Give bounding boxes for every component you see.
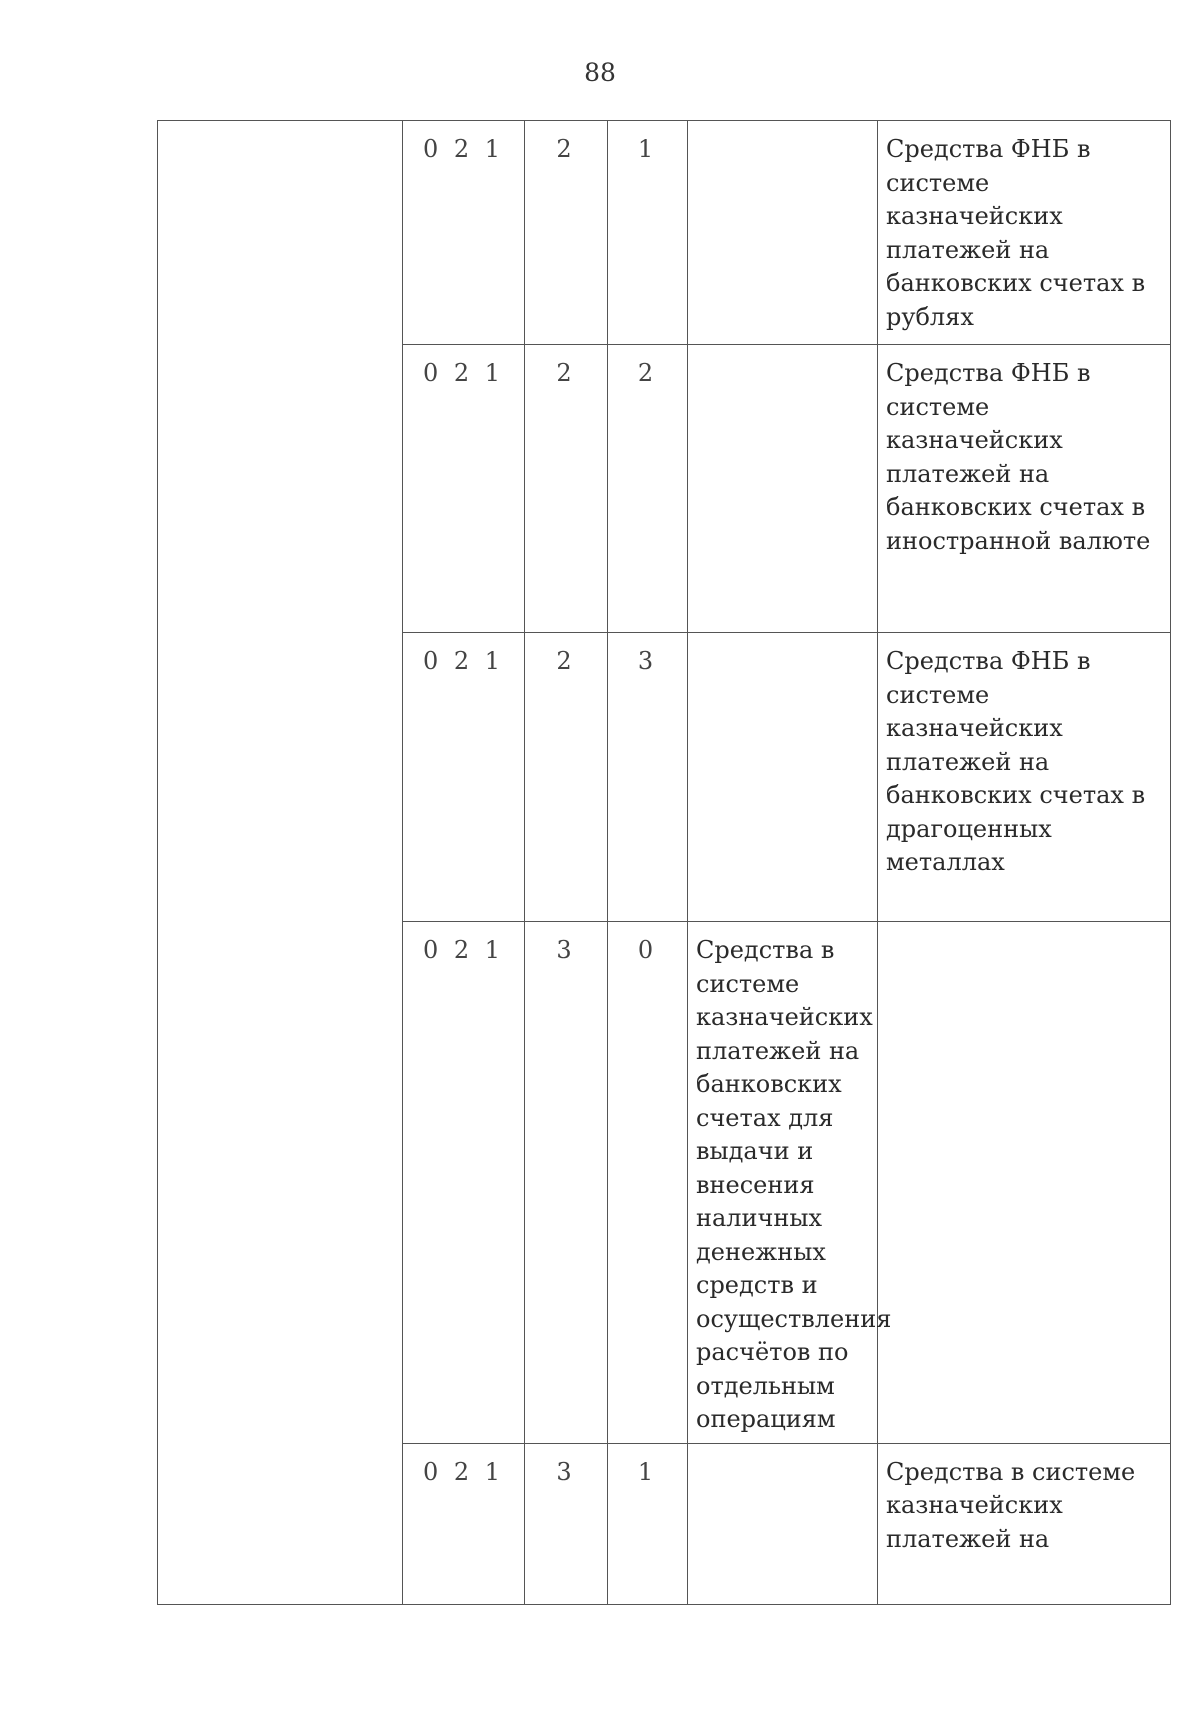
classification-table [157,120,1171,1605]
item-description-cell [878,922,1171,1444]
group-description-cell [688,121,878,345]
group-description-cell [688,345,878,633]
item-description-cell: Средства ФНБ в системе казначейских платежей на банковских счетах в иностранной валюте [878,345,1171,633]
subgroup-cell: 1 [608,1443,688,1604]
subgroup-cell: 1 [608,121,688,345]
subgroup-cell: 3 [608,633,688,922]
subgroup-cell: 0 [608,922,688,1444]
item-description-cell: Средства ФНБ в системе казначейских платежей на банковских счетах в драгоценных металлах [878,633,1171,922]
blank-left-cell [158,121,403,1605]
code-cell: 0 2 1 [403,633,525,922]
group-description-cell [688,1443,878,1604]
group-cell: 2 [525,121,608,345]
code-cell: 0 2 1 [403,345,525,633]
group-description-cell: Средства в системе казначейских платежей на банковских счетах для выдачи и внесения наличных денежных средств и осуществления расчётов по отдельным операциям [688,922,878,1444]
code-cell: 0 2 1 [403,922,525,1444]
group-cell: 3 [525,922,608,1444]
table-row [158,121,1171,345]
code-cell: 0 2 1 [403,121,525,345]
group-cell: 3 [525,1443,608,1604]
item-description-cell: Средства в системе казначейских платежей на [878,1443,1171,1604]
item-description-cell: Средства ФНБ в системе казначейских платежей на банковских счетах в рублях [878,121,1171,345]
group-cell: 2 [525,633,608,922]
page-number: 88 [584,58,616,87]
group-description-cell [688,633,878,922]
group-cell: 2 [525,345,608,633]
subgroup-cell: 2 [608,345,688,633]
code-cell: 0 2 1 [403,1443,525,1604]
